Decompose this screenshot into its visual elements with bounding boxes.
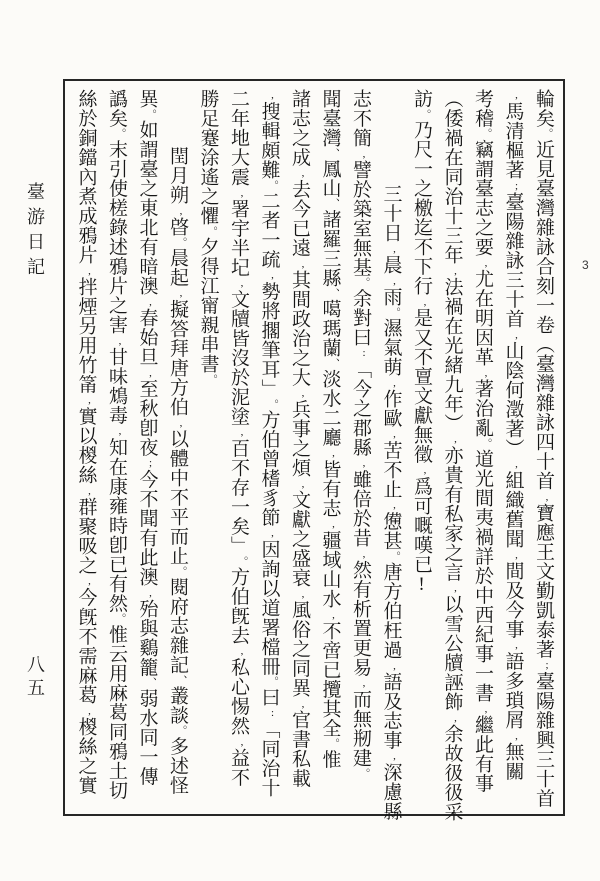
text-column: 考稽。竊謂臺志之要,尤在明因革,著治亂。道光間夷禍詳於中西紀事一書,繼此有事: [472, 89, 493, 793]
text-column: ,搜輯頗難。二者一疏,勢將擱筆耳﹂。方伯曾榰豸節,因詢以道署檔冊。曰:﹁同治十: [258, 89, 280, 798]
text-column: 異。如謂臺之東北有暗澳,春始旦,至秋卽夜;今不聞有此澳,殆與鷄籠、弱水同一傳: [136, 89, 158, 786]
text-frame: [63, 79, 565, 822]
margin-mark: 3: [582, 258, 589, 272]
text-column: 輪矣。近見臺灣雜詠合刻一卷︵臺灣雜詠四十首,寶應王文勤凱泰著;臺陽雜興三十首: [533, 89, 554, 808]
text-column: 訪。乃尺一之檄迄不下行,是又不亶文獻無徵,爲可嘅嘆已!: [411, 89, 432, 596]
text-column: 三十日,晨,雨。濕氣萌,作歐,苦不止,憊甚。唐方伯枉過,語及志事,深慮縣: [380, 184, 402, 821]
text-column: 聞臺灣、鳳山、諸羅三縣、噶瑪蘭、淡水二廳,皆有志,疆域山水,不啻已攬其全。惟: [319, 89, 341, 769]
text-column: 二年地大震,署宇半圮,文牘皆沒於泥塗,百不存一矣﹂。方伯旣去,私心惕然,益不: [228, 89, 249, 787]
text-column: 志不簡,譬於築室無基。余對曰:﹁今之郡縣,雖倍於昔,然有析置更易,而無剏建。: [350, 89, 371, 779]
text-column: 勝足蹇涂遙之懼。夕得江甯親串書。: [197, 89, 219, 385]
text-column: ︵倭禍在同治十三年,法禍在光緒九年︶,亦貴有私家之言,以雪公牘誣飾,余故彶彶采: [441, 89, 463, 822]
text-columns-container: [65, 81, 563, 822]
text-column: 譌矣。末引使槎錄述鴉片之害,甘味鴆毒,知在康雍時卽已有然。惟云用麻葛同鴉土切: [106, 89, 127, 800]
text-column: 閏月朔,晵。晨起,擬答拜唐方伯,以體中不平而止。閱府志雜記、叢談。多述怪: [167, 146, 188, 795]
text-column: 絲於銅鐺內煮成鴉片,拌煙另用竹筩,實以椶絲,群聚吸之,今旣不需麻葛,椶絲之實: [75, 89, 97, 795]
text-column: ,馬清樞著;臺陽雜詠三十首,山陰何澂著︶,組織舊聞,間及今事,語多瑣屑,無關: [502, 89, 524, 781]
spine-title: 臺游日記: [25, 182, 45, 282]
folio-number: 八五: [25, 655, 45, 701]
text-column: 諸志之成,去今已遠,其間政治之大,兵事之煩,文獻之盛衰,風俗之同異,官書私載: [289, 89, 310, 788]
